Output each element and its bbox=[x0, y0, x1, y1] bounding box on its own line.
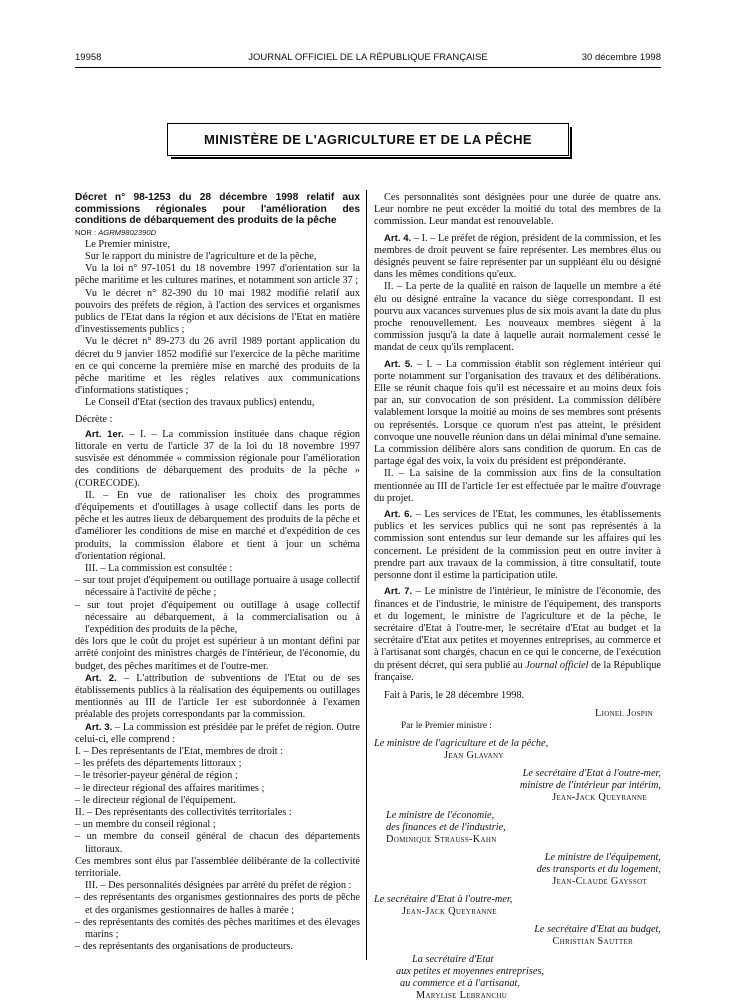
article-7-text-end: de la République française. bbox=[374, 659, 661, 683]
nor-reference bbox=[75, 227, 360, 239]
signatory-title: Le secrétaire d'Etat à l'outre-mer, bbox=[522, 768, 661, 780]
article-6 bbox=[374, 509, 661, 582]
article-3-group-3: III. – Des personnalités désignées par arrêté du préfet de région : bbox=[85, 880, 352, 892]
signatory-name: Jean-Claude Gayssot bbox=[552, 876, 647, 888]
list-item: – des représentants des organismes gestionnaires des ports de pêche et des organismes gestionnaires de halles à marée ; bbox=[75, 892, 360, 916]
article-4-label: Art. 4. bbox=[384, 232, 412, 244]
page-number: 19958 bbox=[75, 52, 102, 63]
issue-date: 30 décembre 1998 bbox=[581, 52, 661, 63]
preamble-line: Sur le rapport du ministre de l'agriculture et de la pêche, bbox=[85, 250, 317, 262]
article-7-text: – Le ministre de l'intérieur, le ministre de l'économie, des finances et de l'industrie, le ministre de l'équipement, des transports et du logement, le ministre de l'agriculture et de la pêche, le secrétaire d'Etat à l'outre-mer, le secrétaire d'Etat au budget et la secrétaire d'Etat aux petites et moyennes entreprises, au commerce et à l'artisanat sont chargés, chacun en ce qui le concerne, de l'exécution du présent décret, qui sera publié au bbox=[374, 586, 661, 671]
article-6-text: – Les services de l'Etat, les communes, les établissements publics et les services publics qui ne sont pas représentés à la commission sont entendus sur leur demande sur les affaires qui les concernent. Le président de la commission peut en outre inviter à prendre part aux travaux de la commission, à titre consultatif, toute personne dont il estime la participation utile. bbox=[374, 509, 661, 582]
list-item: – le trésorier-payeur général de région ; bbox=[75, 770, 360, 782]
signature-outre-mer bbox=[374, 894, 661, 918]
article-1-list bbox=[75, 575, 360, 636]
ministry-banner bbox=[167, 123, 569, 156]
article-7 bbox=[374, 586, 661, 684]
signatory-title: des finances et de l'industrie, bbox=[386, 822, 506, 834]
article-3-group-1: I. – Des représentants de l'Etat, membres de droit : bbox=[75, 746, 284, 758]
nor-label: NOR : bbox=[75, 227, 99, 237]
page-header bbox=[75, 52, 661, 66]
signatory-title: La secrétaire d'Etat bbox=[412, 954, 494, 966]
header-rule bbox=[75, 67, 661, 68]
signatory-name: Dominique Strauss-Kahn bbox=[386, 834, 497, 846]
journal-officiel-italic: Journal officiel bbox=[525, 659, 589, 671]
article-5-text: – I. – La commission établit son règlement intérieur qui porte notamment sur l'organisation des travaux et des délibérations. Elle se réunit chaque fois qu'il est nécessaire et au moins deux fois par an, sur convocation de son président. La commission délibère valablement lorsque la moitié au moins de ses membres sont présents ou représentés. Lorsque ce quorum n'est pas atteint, le président convoque une nouvelle réunion dans un délai minimal d'une semaine. La commission délibère alors sans condition de quorum. En cas de partage égal des voix, la voix du président est prépondérante. bbox=[374, 358, 661, 468]
signatory-name: Jean-Jack Queyranne bbox=[552, 792, 647, 804]
signatures bbox=[374, 708, 661, 1002]
preamble-line: Vu le décret n° 89-273 du 26 avril 1989 portant application du décret du 9 janvier 1852 modifié sur l'exercice de la pêche maritime en ce qui concerne la première mise en marché des produits de la pêche maritime et les règles relatives aux communications d'informations statistiques ; bbox=[75, 336, 360, 397]
column-divider bbox=[366, 190, 367, 960]
list-item: – des représentants des comités des pêches maritimes et des élevages marins ; bbox=[75, 917, 360, 941]
article-4-text: – I. – Le préfet de région, président de la commission, et les membres de droit peuvent se faire représenter. Les membres élus ou désignés peuvent se faire représenter par un suppléant élu ou désigné dans les mêmes conditions qu'eux. bbox=[374, 232, 661, 281]
signatory-title: Le secrétaire d'Etat à l'outre-mer, bbox=[374, 894, 513, 906]
list-item: – les préfets des départements littoraux ; bbox=[75, 758, 360, 770]
article-1-para-4: dès lors que le coût du projet est supérieur à un montant défini par arrêté conjoint des ministres chargés de l'intérieur, de l'économie, du budget, des pêches maritimes et de l'outre-mer. bbox=[75, 636, 360, 672]
article-5-para-1 bbox=[374, 359, 661, 469]
ministry-title: MINISTÈRE DE L'AGRICULTURE ET DE LA PÊCHE bbox=[204, 132, 532, 147]
signatory-title: Le ministre de l'économie, bbox=[386, 810, 495, 822]
article-2 bbox=[75, 673, 360, 722]
list-item: – sur tout projet d'équipement ou outillage portuaire à usage collectif nécessaire à l'activité de pêche ; bbox=[75, 575, 360, 599]
signatory-name: Jean-Jack Queyranne bbox=[402, 906, 497, 918]
signature-economie bbox=[374, 810, 661, 846]
list-item: – le directeur régional de l'équipement. bbox=[75, 795, 360, 807]
list-item: – le directeur régional des affaires maritimes ; bbox=[75, 783, 360, 795]
article-1-para-1 bbox=[75, 429, 360, 490]
signature-equipement bbox=[374, 852, 661, 888]
done-at: Fait à Paris, le 28 décembre 1998. bbox=[384, 689, 525, 701]
signatory-title: ministre de l'intérieur par intérim, bbox=[519, 780, 661, 792]
left-column bbox=[75, 192, 360, 953]
article-7-label: Art. 7. bbox=[384, 586, 413, 598]
preamble-line: Le Conseil d'Etat (section des travaux publics) entendu, bbox=[85, 397, 315, 409]
article-4-para-1 bbox=[374, 233, 661, 282]
decrete-line: Décrète : bbox=[75, 413, 113, 425]
article-3-group-2-list bbox=[75, 819, 360, 856]
article-1-para-2: II. – En vue de rationaliser les choix des programmes d'équipements et d'outillages à usage collectif dans les ports de pêche et les autres lieux de débarquement des produits de la pêche et d'améliorer les conditions de mise en marché et d'expédition de ces produits, la commission élabore et tient à jour un schéma d'orientation régional. bbox=[75, 489, 360, 562]
signatory-title: Le secrétaire d'Etat au budget, bbox=[534, 924, 661, 936]
article-4-para-2: II. – La perte de la qualité en raison de laquelle un membre a été élu ou désigné entraîne la vacance du siège correspondant. Il est pourvu aux vacances survenues plus de six mois avant la date du plus proche renouvellement. Les nouveaux membres siègent à la commission jusqu'à la date à laquelle aurait normalement cessé le mandat de ceux qu'ils remplacent. bbox=[374, 281, 661, 354]
signatory-title: des transports et du logement, bbox=[536, 864, 661, 876]
signatory-name: Jean Glavany bbox=[444, 750, 504, 762]
signature-interieur bbox=[374, 768, 661, 804]
article-1-label: Art. 1er. bbox=[85, 428, 124, 440]
article-1-para-3: III. – La commission est consultée : bbox=[85, 562, 233, 574]
signatory-title: au commerce et à l'artisanat, bbox=[400, 978, 520, 990]
list-item: – un membre du conseil régional ; bbox=[75, 819, 360, 831]
signatory-title: aux petites et moyennes entreprises, bbox=[396, 966, 545, 978]
list-item: – un membre du conseil général de chacun des départements littoraux. bbox=[75, 831, 360, 855]
article-2-text: – L'attribution de subventions de l'Etat ou de ses établissements publics à la réalisation des équipements ou outillages mentionnés au III de l'article 1er est subordonnée à l'examen préalable des projets correspondants par la commission. bbox=[75, 672, 360, 721]
journal-title: JOURNAL OFFICIEL DE LA RÉPUBLIQUE FRANÇAISE bbox=[248, 52, 488, 63]
article-2-label: Art. 2. bbox=[85, 672, 117, 684]
signature-pme bbox=[374, 954, 661, 1002]
nor-code: AGRM9802390D bbox=[98, 227, 157, 237]
article-5-para-2: II. – La saisine de la commission aux fins de la consultation mentionnée au III de l'article 1er est effectuée par le maître d'ouvrage du projet. bbox=[374, 468, 661, 504]
preamble-line: Vu le décret n° 82-390 du 10 mai 1982 modifié relatif aux pouvoirs des préfets de région, à l'action des services et organismes publics de l'Etat dans la région et aux décisions de l'Etat en matière d'investissements publics ; bbox=[75, 287, 360, 336]
right-column bbox=[374, 192, 661, 1002]
article-3-label: Art. 3. bbox=[85, 721, 113, 733]
article-3 bbox=[75, 722, 360, 746]
list-item: – sur tout projet d'équipement ou outillage à usage collectif nécessaire au débarquement, à la commercialisation ou à l'expédition des produits de la pêche, bbox=[75, 600, 360, 637]
article-5-label: Art. 5. bbox=[384, 358, 413, 370]
signatory-name: Marylise Lebranchu bbox=[416, 990, 508, 1002]
preamble-line: Vu la loi n° 97-1051 du 18 novembre 1997 d'orientation sur la pêche maritime et les cultures marines, et notamment son article 37 ; bbox=[75, 263, 360, 287]
pm-signature: Lionel Jospin bbox=[595, 708, 653, 720]
article-6-label: Art. 6. bbox=[384, 509, 413, 521]
article-3-group-2: II. – Des représentants des collectivités territoriales : bbox=[75, 807, 292, 819]
article-3-group-3-list bbox=[75, 892, 360, 953]
article-3-group-3-note: Ces personnalités sont désignées pour une durée de quatre ans. Leur nombre ne peut excéder la moitié du total des membres de la commission. Leur mandat est renouvelable. bbox=[374, 192, 661, 228]
article-3-group-2-note: Ces membres sont élus par l'assemblée délibérante de la collectivité territoriale. bbox=[75, 855, 360, 880]
article-1-text: – I. – La commission instituée dans chaque région littorale en vertu de l'article 37 de la loi du 18 novembre 1997 susvisée est dénommée « commission régionale pour l'amélioration des conditions de débarquement des produits de la pêche » (CORECODE). bbox=[75, 428, 360, 489]
signature-agriculture bbox=[374, 738, 661, 762]
decree-title: Décret n° 98-1253 du 28 décembre 1998 relatif aux commissions régionales pour l'amélioration des conditions de débarquement des produits de la pêche bbox=[75, 192, 360, 226]
signatory-name: Christian Sautter bbox=[552, 936, 633, 948]
preamble-line: Le Premier ministre, bbox=[85, 238, 170, 250]
article-3-text: – La commission est présidée par le préfet de région. Outre celui-ci, elle comprend : bbox=[75, 721, 360, 745]
list-item: – des représentants des organisations de producteurs. bbox=[75, 941, 360, 953]
signature-budget bbox=[374, 924, 661, 948]
signatory-title: Le ministre de l'agriculture et de la pêche, bbox=[374, 738, 549, 750]
par-le-premier-ministre: Par le Premier ministre : bbox=[401, 721, 492, 732]
signatory-title: Le ministre de l'équipement, bbox=[544, 852, 661, 864]
article-3-group-1-list bbox=[75, 758, 360, 807]
